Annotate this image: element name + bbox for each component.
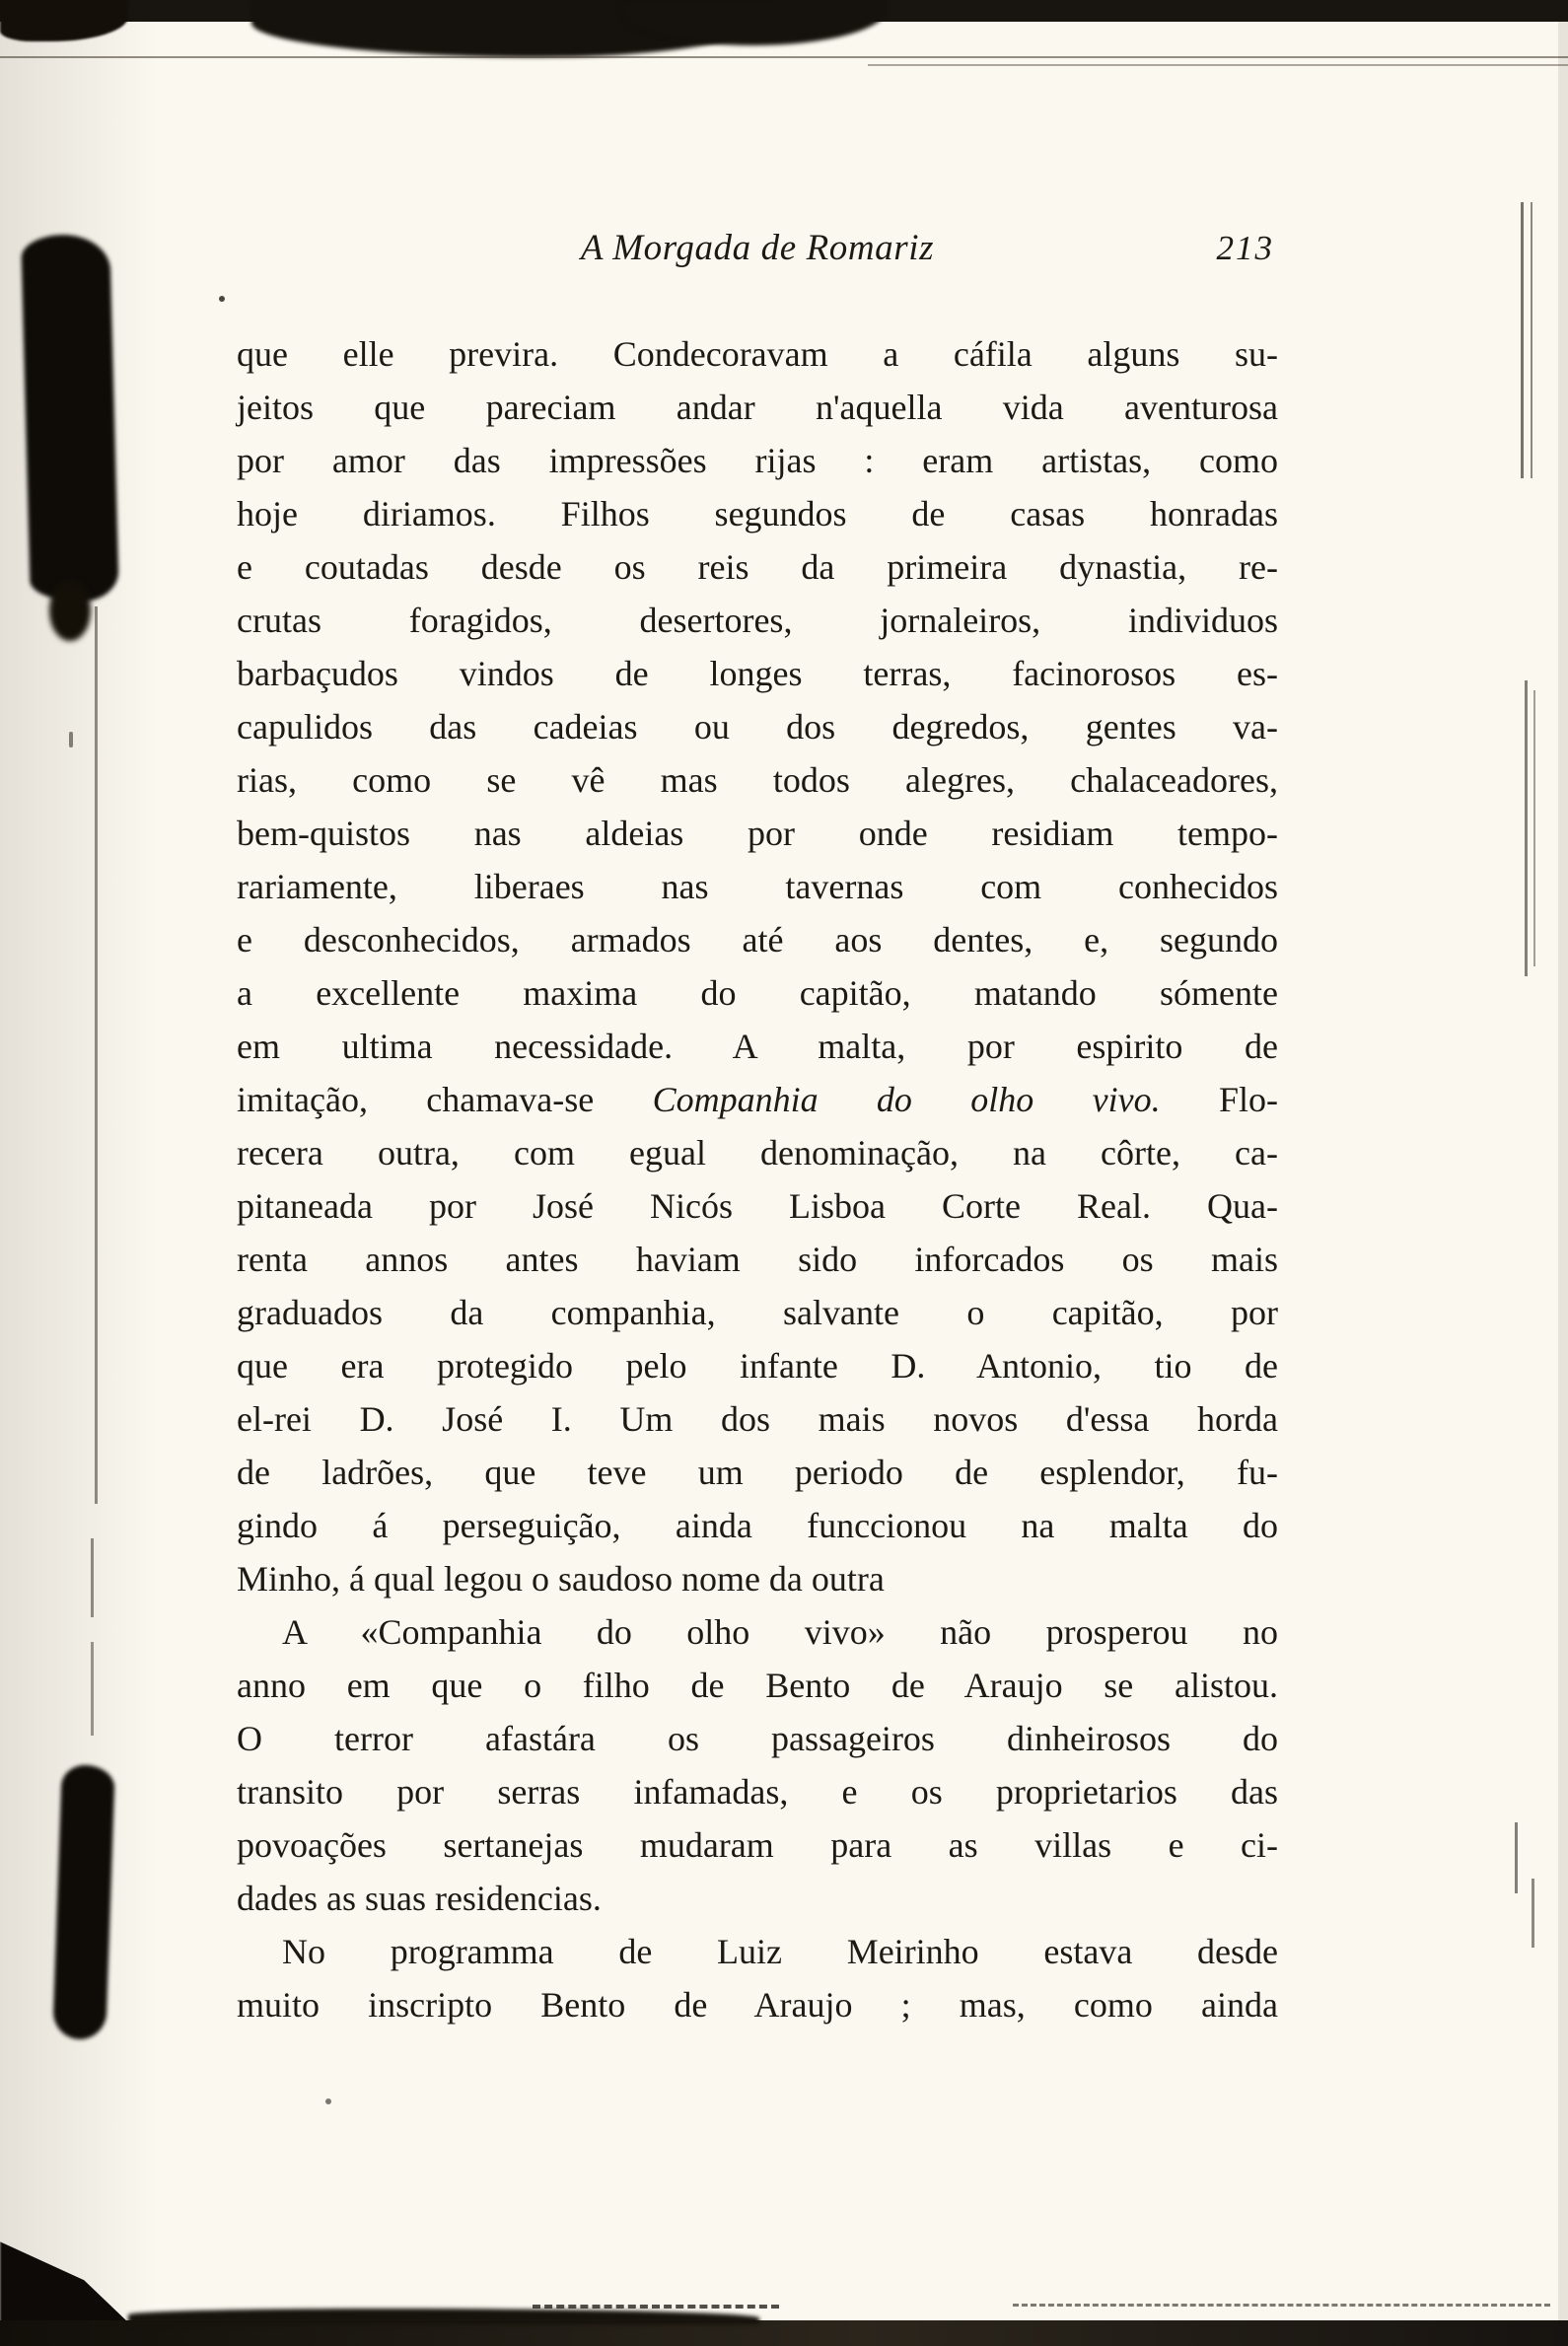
page-edge-shadow-right	[1558, 0, 1568, 2346]
scan-artifact-left-margin-dash-2	[91, 1642, 94, 1736]
scan-artifact-speck	[219, 296, 225, 302]
paragraph	[237, 1925, 1278, 2031]
scan-artifact-bottom-dashed-marks	[533, 2305, 779, 2309]
text-line: renta annos antes haviam sido inforcados os mais	[237, 1240, 1278, 1279]
page-binding-shadow	[0, 0, 158, 2346]
scan-artifact-left-ink-blob-lower	[52, 1764, 115, 2040]
text-line: muito inscripto Bento de Araujo ; mas, como ainda	[237, 1985, 1278, 2025]
text-line: O terror afastára os passageiros dinheirosos do	[237, 1719, 1278, 1758]
text-line: crutas foragidos, desertores, jornaleiros, individuos	[237, 601, 1278, 640]
text-line: que elle previra. Condecoravam a cáfila alguns su-	[237, 334, 1278, 374]
text-line: graduados da companhia, salvante o capitão, por	[237, 1293, 1278, 1332]
text-line: Minho, á qual legou o saudoso nome da outra	[237, 1559, 885, 1599]
text-line: de ladrões, que teve um periodo de esplendor, fu-	[237, 1453, 1278, 1492]
scan-artifact-top-rule-2	[868, 64, 1568, 66]
scan-artifact-top-band	[0, 0, 1568, 22]
page-number: 213	[1216, 229, 1274, 267]
text-line: rariamente, liberaes nas tavernas com conhecidos	[237, 867, 1278, 906]
scan-artifact-speck	[69, 732, 73, 747]
scan-artifact-top-blob-2	[621, 0, 888, 45]
text-line: gindo á perseguição, ainda funccionou na malta do	[237, 1506, 1278, 1545]
text-line: imitação, chamava-se Companhia do olho vivo. Flo-	[237, 1080, 1278, 1119]
text-line: transito por serras infamadas, e os proprietarios das	[237, 1772, 1278, 1812]
scan-artifact-speck	[325, 2098, 331, 2104]
scan-artifact-right-line	[1521, 202, 1524, 478]
scan-artifact-bottom-band	[0, 2320, 1568, 2346]
text-line: A «Companhia do olho vivo» não prosperou no	[282, 1612, 1278, 1652]
text-line: dades as suas residencias.	[237, 1879, 602, 1918]
text-line: e desconhecidos, armados até aos dentes, e, segundo	[237, 920, 1278, 960]
text-line: que era protegido pelo infante D. Antonio, tio de	[237, 1346, 1278, 1386]
scan-artifact-left-ink-blob-tail	[49, 580, 91, 641]
text-line: povoações sertanejas mudaram para as villas e ci-	[237, 1825, 1278, 1865]
text-line: por amor das impressões rijas : eram artistas, como	[237, 441, 1278, 480]
text-line: e coutadas desde os reis da primeira dynastia, re-	[237, 547, 1278, 587]
running-head	[237, 227, 1278, 286]
text-line: el-rei D. José I. Um dos mais novos d'essa horda	[237, 1399, 1278, 1439]
scan-artifact-left-ink-blob	[21, 234, 119, 603]
paragraph	[237, 327, 1278, 1605]
text-line: jeitos que pareciam andar n'aquella vida aventurosa	[237, 388, 1278, 427]
text-line: No programma de Luiz Meirinho estava desde	[282, 1932, 1278, 1971]
text-line: em ultima necessidade. A malta, por espirito de	[237, 1027, 1278, 1066]
text-line: a excellente maxima do capitão, matando sómente	[237, 973, 1278, 1013]
scan-artifact-top-rule	[0, 56, 1568, 58]
scan-artifact-right-line	[1533, 690, 1535, 966]
body-text	[237, 327, 1278, 2031]
text-line: barbaçudos vindos de longes terras, facinorosos es-	[237, 654, 1278, 693]
scan-artifact-top-left-corner	[0, 0, 128, 41]
text-line: bem-quistos nas aldeias por onde residiam tempo-	[237, 814, 1278, 853]
scan-artifact-bottom-left-corner	[0, 2233, 153, 2346]
scan-artifact-right-line	[1532, 1879, 1534, 1948]
text-line: recera outra, com egual denominação, na côrte, ca-	[237, 1133, 1278, 1173]
scan-artifact-right-line	[1515, 1822, 1518, 1893]
scan-artifact-left-margin-line	[95, 606, 98, 1504]
scan-artifact-right-line	[1525, 680, 1528, 976]
scan-artifact-left-margin-dash	[91, 1538, 94, 1617]
text-line: rias, como se vê mas todos alegres, chalaceadores,	[237, 760, 1278, 800]
paragraph	[237, 1605, 1278, 1925]
text-line: anno em que o filho de Bento de Araujo se alistou.	[237, 1666, 1278, 1705]
text-line: hoje diriamos. Filhos segundos de casas honradas	[237, 494, 1278, 533]
scan-artifact-bottom-band-blob	[128, 2309, 759, 2324]
scan-artifact-bottom-dashed-line	[1013, 2304, 1550, 2307]
book-title: A Morgada de Romariz	[580, 228, 935, 268]
text-line: pitaneada por José Nicós Lisboa Corte Real. Qua-	[237, 1186, 1278, 1226]
scan-artifact-top-blob	[251, 0, 774, 57]
scan-artifact-right-line	[1531, 202, 1532, 478]
text-line: capulidos das cadeias ou dos degredos, gentes va-	[237, 707, 1278, 746]
